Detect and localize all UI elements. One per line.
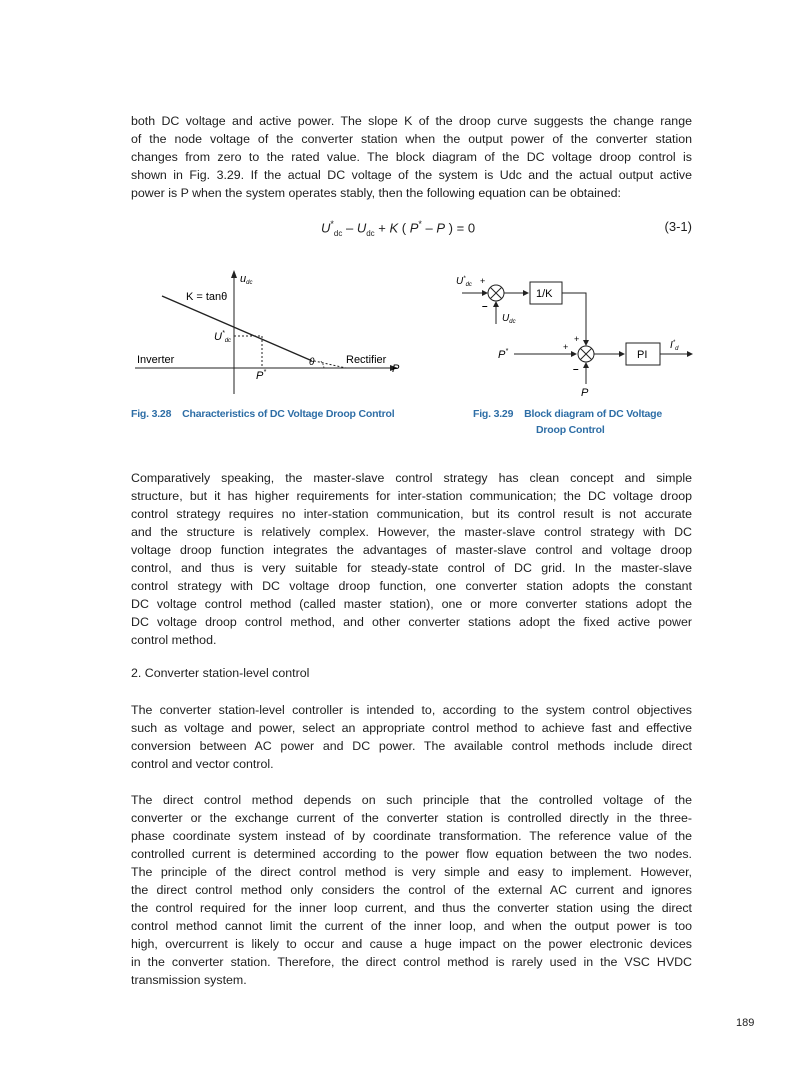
text-line: structure, but it has higher requirements for inter-station communication; the DC voltage droop (131, 489, 692, 503)
plus-sign-3: + (574, 334, 580, 344)
paragraph-comparison (131, 469, 692, 649)
eq-symbol: U (356, 220, 367, 236)
droop-line-extension (310, 360, 346, 368)
text-line: conversion between AC power and DC power. The available control methods include direct (131, 739, 692, 753)
section-heading: 2. Converter station-level control (131, 666, 310, 680)
text-line: control and vector control. (131, 757, 274, 771)
slope-label: K = tanθ (186, 291, 228, 303)
eq-op: + (374, 220, 390, 236)
text-line: the direct control method only considers the control of the external AC current and ignores (131, 883, 692, 897)
text-line: the control required for the inner loop current, and thus the converter station using the direct (131, 901, 692, 915)
inverter-label: Inverter (137, 354, 175, 366)
eq-sub: dc (333, 228, 343, 238)
eq-symbol: P (409, 220, 419, 236)
equation-body (321, 219, 475, 238)
paragraph-direct-control (131, 791, 692, 989)
eq-sub: dc (366, 228, 375, 238)
text-line: control strategy with DC voltage droop function, one converter station adopts the constant (131, 579, 692, 593)
text-line: DC voltage droop control method, and other converter stations adopt the fixed active power (131, 615, 692, 629)
minus-sign-1: – (482, 301, 488, 312)
theta-arc (320, 361, 324, 368)
paragraph-station-level (131, 701, 692, 773)
text-line: transmission system. (131, 973, 247, 987)
theta-label: θ (309, 357, 315, 368)
u-ref-label: $U^*_{dc}$ (456, 276, 472, 288)
text-line: voltage droop function integrates the advantages of master-slave control and voltage droop (131, 543, 692, 557)
caption-number: Fig. 3.28 (131, 408, 172, 420)
page-number: 189 (736, 1017, 755, 1029)
caption-number: Fig. 3.29 (473, 408, 514, 420)
text-line: and the structure is relatively complex. However, the master-slave control strategy with DC (131, 525, 692, 539)
eq-op: ( (398, 220, 410, 236)
text-line: The converter station-level controller is intended to, according to the system control objectives (131, 703, 692, 717)
equation-3-1 (131, 219, 692, 237)
rectifier-label: Rectifier (346, 354, 387, 366)
summing-junction-1 (488, 285, 504, 301)
text-line: shown in Fig. 3.29. If the actual DC voltage of the system is Udc and the actual output active (131, 168, 692, 182)
text-line: Comparatively speaking, the master-slave control strategy has clean concept and simple (131, 471, 692, 485)
gain-block-label: 1/K (536, 288, 553, 300)
eq-symbol: U (321, 220, 331, 236)
u-ref-label: $U^*_{dc}$ (214, 330, 232, 344)
text-line: both DC voltage and active power. The slope K of the droop curve suggests the change range (131, 114, 692, 128)
text-line: converter or the exchange current of the converter station is controlled directly in the three- (131, 811, 692, 825)
u-dc-label: $U_{dc}$ (502, 313, 516, 325)
text-line: control strategy requires no inter-station communication, but its control result is not accurate (131, 507, 692, 521)
eq-symbol: P (436, 220, 446, 236)
eq-op: ) = 0 (445, 220, 476, 236)
text-line: of the node voltage of the converter station when the output power of the converter station (131, 132, 692, 146)
summing-junction-2 (578, 346, 594, 362)
figure-3-28-caption (131, 406, 394, 422)
figure-3-28-droop-characteristic (130, 262, 410, 394)
text-line: phase coordinate system instead of by coordinate transformation. The reference value of the (131, 829, 692, 843)
p-ref-label: P* (498, 348, 509, 361)
droop-line (162, 296, 310, 360)
paragraph-intro (131, 112, 692, 202)
figure-3-29-block-diagram (440, 262, 702, 400)
plus-sign-1: + (480, 276, 486, 286)
text-line: such as voltage and power, select an appropriate control method to achieve fast and effective (131, 721, 692, 735)
text-line: control method. (131, 633, 217, 647)
pi-block-label: PI (637, 349, 648, 361)
text-line: changes from zero to the rated value. The block diagram of the DC voltage droop control is (131, 150, 692, 164)
text-line: The direct control method depends on such principle that the controlled voltage of the (131, 793, 692, 807)
text-line: power is P when the system operates stably, then the following equation can be obtained: (131, 186, 621, 200)
eq-op: – (421, 220, 437, 236)
text-line: in the converter station. Therefore, the direct control method is rarely used in the VSC HVDC (131, 955, 692, 969)
plus-sign-2: + (563, 342, 569, 352)
y-axis-label: udc (240, 273, 253, 286)
caption-text: Block diagram of DC Voltage (524, 408, 663, 420)
eq-sup: * (330, 219, 334, 229)
eq-op: – (342, 220, 357, 236)
text-line: DC voltage control method (called master station), one or more converter stations adopt the (131, 597, 692, 611)
x-axis-label: P (392, 363, 400, 375)
text-line: control, and thus is very suitable for steady-state control of DC grid. In the master-slave (131, 561, 692, 575)
eq-sup: * (418, 219, 422, 229)
text-line: controlled current is determined according to the power flow equation between the two nodes. (131, 847, 692, 861)
p-ref-label: P* (256, 369, 267, 382)
figure-3-29-caption (473, 406, 703, 438)
text-line: control method cannot limit the current of the inner loop, and when the output power is too (131, 919, 692, 933)
caption-text-cont: Droop Control (536, 424, 605, 436)
text-line: high, overcurrent is likely to occur and cause a huge impact on the power electronic devices (131, 937, 692, 951)
equation-number: (3-1) (664, 219, 692, 234)
minus-sign-2: – (573, 364, 579, 375)
eq-symbol: K (389, 220, 399, 236)
caption-text: Characteristics of DC Voltage Droop Control (182, 408, 395, 420)
y-axis-arrow (231, 270, 237, 278)
output-label: $I^*_d$ (670, 340, 679, 352)
p-meas-label: P (581, 387, 589, 399)
text-line: The principle of the direct control method is very simple and easy to implement. However, (131, 865, 692, 879)
